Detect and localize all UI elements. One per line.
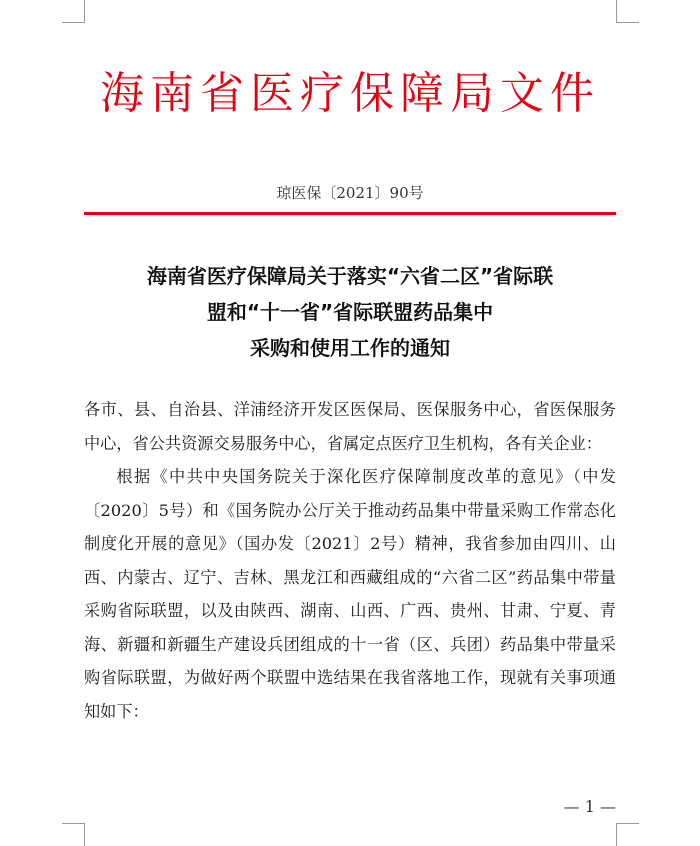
recipients-paragraph: 各市、县、自治县、洋浦经济开发区医保局、医保服务中心，省医保服务中心，省公共资源交易服务中心，省属定点医疗卫生机构，各有关企业： <box>84 400 616 453</box>
crop-mark-top-right <box>616 0 639 23</box>
document-number: 琼医保〔2021〕90号 <box>276 184 424 202</box>
body-paragraph-1: 根据《中共中央国务院关于深化医疗保障制度改革的意见》（中发〔2020〕5号）和《国务院办公厅关于推动药品集中带量采购工作常态化制度化开展的意见》（国办发〔2021〕2号）精神，我省参加由四川、山西、内蒙古、辽宁、吉林、黑龙江和西藏组成的“六省二区”药品集中带量采购省际联盟，以及由陕西、湖南、山西、广西、贵州、甘肃、宁夏、青海、新疆和新疆生产建设兵团组成的十一省（区、兵团）药品集中带量采购省际联盟，为做好两个联盟中选结果在我省落地工作，现就有关事项通知如下： <box>84 467 616 721</box>
document-body <box>84 393 616 728</box>
crop-mark-top-left <box>62 0 85 23</box>
title-line-2: 盟和“十一省”省际联盟药品集中 <box>206 300 494 324</box>
crop-mark-bottom-right <box>616 823 639 846</box>
red-separator-line <box>84 212 616 215</box>
title-line-3: 采购和使用工作的通知 <box>250 336 450 360</box>
title-line-1: 海南省医疗保障局关于落实“六省二区”省际联 <box>146 264 554 288</box>
crop-mark-bottom-left <box>62 823 85 846</box>
page-number: — 1 — <box>563 797 616 816</box>
document-title <box>84 258 616 366</box>
document-issuer-header: 海南省医疗保障局文件 <box>100 68 600 119</box>
